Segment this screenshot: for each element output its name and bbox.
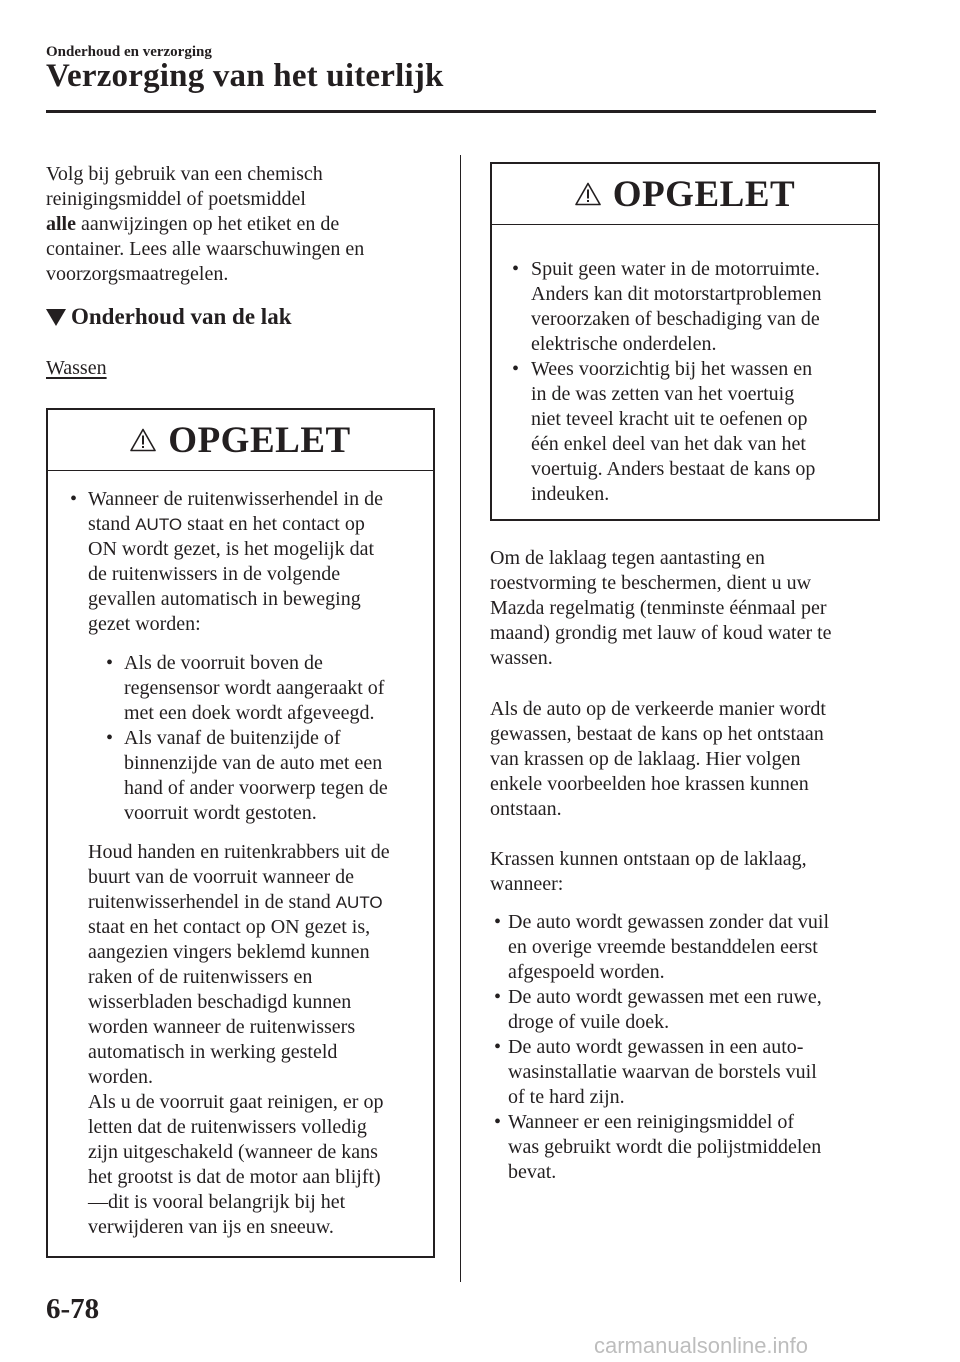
paragraph-laklaag bbox=[490, 546, 876, 671]
para-line: gewassen, bestaat de kans op het ontstaan bbox=[490, 723, 824, 745]
para-line: staat en het contact op ON gezet is, bbox=[88, 916, 371, 938]
watermark: carmanualsonline.info bbox=[594, 1333, 809, 1358]
intro-line-rest: aanwijzingen op het etiket en de bbox=[76, 213, 340, 235]
bullet-item bbox=[512, 257, 878, 357]
bullet-text bbox=[531, 257, 878, 357]
intro-bold-word: alle bbox=[46, 213, 76, 235]
warning-title: OPGELET bbox=[612, 173, 796, 215]
para-line: Krassen kunnen ontstaan op de laklaag, bbox=[490, 848, 807, 870]
list-line: afgespoeld worden. bbox=[508, 961, 665, 983]
bullet-dot: • bbox=[106, 727, 114, 749]
paragraph-verkeerde-manier bbox=[490, 697, 876, 822]
para-line: Om de laklaag tegen aantasting en bbox=[490, 547, 765, 569]
intro-paragraph bbox=[46, 162, 431, 287]
list-item bbox=[494, 1035, 874, 1110]
list-line: Wanneer er een reinigingsmiddel of bbox=[508, 1111, 795, 1133]
section-label: Onderhoud en verzorging bbox=[46, 44, 212, 60]
krassen-list bbox=[494, 910, 874, 1185]
bullet-dot: • bbox=[70, 488, 78, 510]
bullet-line: Spuit geen water in de motorruimte. bbox=[531, 258, 820, 280]
para-line: verwijderen van ijs en sneeuw. bbox=[88, 1216, 334, 1238]
intro-line: reinigingsmiddel of poetsmiddel bbox=[46, 188, 306, 210]
para-line: buurt van de voorruit wanneer de bbox=[88, 866, 355, 888]
para-line: worden wanneer de ruitenwissers bbox=[88, 1016, 356, 1038]
bullet-line: met een doek wordt afgeveegd. bbox=[124, 702, 375, 724]
bullet-line: ON wordt gezet, is het mogelijk dat bbox=[88, 538, 375, 560]
warning-header bbox=[492, 164, 878, 225]
sub-bullet-list bbox=[106, 651, 433, 826]
bullet-text bbox=[508, 910, 874, 985]
bullet-line: voertuig. Anders bestaat de kans op bbox=[531, 458, 816, 480]
bullet-line: niet teveel kracht uit te oefenen op bbox=[531, 408, 808, 430]
para-line: maand) grondig met lauw of koud water te bbox=[490, 622, 832, 644]
auto-label: AUTO bbox=[335, 893, 383, 912]
bullet-line: voorruit wordt gestoten. bbox=[124, 802, 317, 824]
text-run: stand bbox=[88, 513, 136, 535]
warning-body bbox=[492, 225, 878, 507]
para-line: Mazda regelmatig (tenminste éénmaal per bbox=[490, 597, 827, 619]
bullet-dot: • bbox=[494, 1036, 502, 1058]
para-line: letten dat de ruitenwissers volledig bbox=[88, 1116, 367, 1138]
bullet-line: regensensor wordt aangeraakt of bbox=[124, 677, 385, 699]
bullet-line: Als de voorruit boven de bbox=[124, 652, 323, 674]
bullet-dot: • bbox=[494, 911, 502, 933]
para-line bbox=[88, 890, 433, 915]
intro-line bbox=[46, 212, 431, 237]
warning-triangle-icon bbox=[130, 428, 156, 452]
para-line: worden. bbox=[88, 1066, 153, 1088]
warning-header bbox=[48, 410, 433, 471]
para-line: het grootst is dat de motor aan blijft) bbox=[88, 1166, 381, 1188]
warning-triangle-icon bbox=[575, 182, 601, 206]
warning-title: OPGELET bbox=[168, 419, 351, 461]
bullet-line: gevallen automatisch in beweging bbox=[88, 588, 361, 610]
bullet-line: gezet worden: bbox=[88, 613, 201, 635]
intro-line: container. Lees alle waarschuwingen en bbox=[46, 238, 365, 260]
para-line: raken of de ruitenwissers en bbox=[88, 966, 313, 988]
list-line: of te hard zijn. bbox=[508, 1086, 625, 1108]
bullet-line bbox=[88, 512, 433, 537]
bullet-line: Als vanaf de buitenzijde of bbox=[124, 727, 341, 749]
bullet-line: Wanneer de ruitenwisserhendel in de bbox=[88, 488, 383, 510]
column-divider bbox=[460, 155, 461, 1282]
bullet-line: in de was zetten van het voertuig bbox=[531, 383, 795, 405]
para-line: Als u de voorruit gaat reinigen, er op bbox=[88, 1091, 384, 1113]
bullet-dot: • bbox=[494, 986, 502, 1008]
triangle-bullet-icon bbox=[46, 309, 66, 326]
para-line: automatisch in werking gesteld bbox=[88, 1041, 338, 1063]
bullet-dot: • bbox=[494, 1111, 502, 1133]
warning-body bbox=[48, 471, 433, 1240]
list-line: was gebruikt wordt die polijstmiddelen bbox=[508, 1136, 822, 1158]
text-run: ruitenwisserhendel in de stand bbox=[88, 891, 336, 913]
para-line: roestvorming te beschermen, dient u uw bbox=[490, 572, 812, 594]
bullet-text bbox=[88, 487, 433, 637]
bullet-line: één enkel deel van het dak van het bbox=[531, 433, 806, 455]
para-line: Houd handen en ruitenkrabbers uit de bbox=[88, 841, 390, 863]
bullet-dot: • bbox=[512, 258, 520, 280]
bullet-line: hand of ander voorwerp tegen de bbox=[124, 777, 388, 799]
bullet-text bbox=[124, 651, 433, 726]
warning-box-left bbox=[46, 408, 435, 1258]
paragraph-krassen bbox=[490, 847, 876, 897]
para-line: aangezien vingers beklemd kunnen bbox=[88, 941, 370, 963]
para-line: wassen. bbox=[490, 647, 553, 669]
bullet-text bbox=[508, 985, 874, 1035]
bullet-line: Anders kan dit motorstartproblemen bbox=[531, 283, 822, 305]
bullet-text bbox=[508, 1110, 874, 1185]
para-line: zijn uitgeschakeld (wanneer de kans bbox=[88, 1141, 378, 1163]
warning-box-right bbox=[490, 162, 880, 521]
bullet-line: binnenzijde van de auto met een bbox=[124, 752, 383, 774]
section-heading-text: Onderhoud van de lak bbox=[71, 304, 292, 329]
bullet-dot: • bbox=[106, 652, 114, 674]
page-title: Verzorging van het uiterlijk bbox=[46, 58, 444, 94]
bullet-text bbox=[508, 1035, 874, 1110]
para-line: ontstaan. bbox=[490, 798, 562, 820]
intro-line: Volg bij gebruik van een chemisch bbox=[46, 163, 323, 185]
list-line: bevat. bbox=[508, 1161, 557, 1183]
list-line: De auto wordt gewassen zonder dat vuil bbox=[508, 911, 830, 933]
bullet-text bbox=[531, 357, 878, 507]
list-line: en overige vreemde bestanddelen eerst bbox=[508, 936, 818, 958]
para-line: van krassen op de laklaag. Hier volgen bbox=[490, 748, 801, 770]
bullet-item bbox=[512, 357, 878, 507]
text-run: staat en het contact op bbox=[182, 513, 365, 535]
list-item bbox=[494, 1110, 874, 1185]
para-line: enkele voorbeelden hoe krassen kunnen bbox=[490, 773, 809, 795]
bullet-line: veroorzaken of beschadiging van de bbox=[531, 308, 820, 330]
list-line: De auto wordt gewassen in een auto- bbox=[508, 1036, 804, 1058]
para-line: wanneer: bbox=[490, 873, 564, 895]
list-item bbox=[494, 985, 874, 1035]
para-line: Als de auto op de verkeerde manier wordt bbox=[490, 698, 826, 720]
bullet-dot: • bbox=[512, 358, 520, 380]
intro-line: voorzorgsmaatregelen. bbox=[46, 263, 229, 285]
bullet-text bbox=[124, 726, 433, 826]
list-line: wasinstallatie waarvan de borstels vuil bbox=[508, 1061, 817, 1083]
bullet-item bbox=[70, 487, 433, 637]
header-rule bbox=[46, 110, 876, 113]
sub-bullet-item bbox=[106, 651, 433, 726]
list-line: De auto wordt gewassen met een ruwe, bbox=[508, 986, 822, 1008]
warning-paragraph bbox=[88, 840, 433, 1240]
page-number: 6-78 bbox=[46, 1293, 100, 1325]
bullet-line: indeuken. bbox=[531, 483, 610, 505]
para-line: wisserbladen beschadigd kunnen bbox=[88, 991, 352, 1013]
sub-bullet-item bbox=[106, 726, 433, 826]
auto-label: AUTO bbox=[135, 515, 183, 534]
section-heading bbox=[46, 304, 292, 330]
bullet-line: de ruitenwissers in de volgende bbox=[88, 563, 341, 585]
list-line: droge of vuile doek. bbox=[508, 1011, 670, 1033]
bullet-line: Wees voorzichtig bij het wassen en bbox=[531, 358, 813, 380]
para-line: —dit is vooral belangrijk bij het bbox=[88, 1191, 346, 1213]
bullet-line: elektrische onderdelen. bbox=[531, 333, 717, 355]
sub-heading-wassen: Wassen bbox=[46, 357, 107, 379]
list-item bbox=[494, 910, 874, 985]
